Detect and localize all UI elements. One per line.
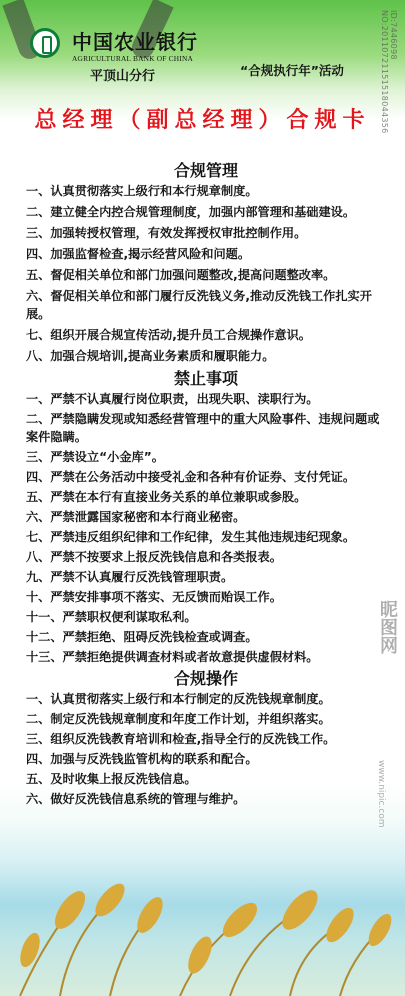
list-item: 一、严禁不认真履行岗位职责，出现失职、渎职行为。 bbox=[26, 392, 319, 406]
list-item: 十、严禁安排事项不落实、无反馈而贻误工作。 bbox=[26, 590, 282, 604]
page-title: 总经理（副总经理）合规卡 bbox=[34, 107, 371, 133]
brand-watermark: 昵图网 bbox=[377, 600, 398, 654]
list-item: 一、认真贯彻落实上级行和本行规章制度。 bbox=[26, 184, 258, 198]
header bbox=[0, 0, 405, 92]
section-heading: 禁止事项 bbox=[173, 369, 238, 388]
list-item: 三、加强转授权管理，有效发挥授权审批控制作用。 bbox=[26, 226, 307, 240]
url-watermark: www.nipic.com bbox=[376, 760, 386, 828]
bank-name-en: AGRICULTURAL BANK OF CHINA bbox=[72, 54, 194, 63]
wheat-field-decoration bbox=[0, 880, 405, 996]
list-item: 三、严禁设立“小金库”。 bbox=[26, 450, 164, 464]
list-item: 六、严禁泄露国家秘密和本行商业秘密。 bbox=[26, 510, 246, 524]
list-item: 六、督促相关单位和部门履行反洗钱义务,推动反洗钱工作扎实开展。 bbox=[26, 289, 372, 321]
section-compliance-operations bbox=[26, 668, 386, 808]
list-item: 一、认真贯彻落实上级行和本行制定的反洗钱规章制度。 bbox=[26, 692, 331, 706]
list-item: 四、加强与反洗钱监管机构的联系和配合。 bbox=[26, 752, 258, 766]
list-item: 七、组织开展合规宣传活动,提升员工合规操作意识。 bbox=[26, 328, 311, 342]
abc-logo-icon bbox=[30, 28, 60, 58]
campaign-label: “合规执行年”活动 bbox=[240, 63, 344, 78]
list-item: 二、严禁隐瞒发现或知悉经营管理中的重大风险事件、违规问题或案件隐瞒。 bbox=[26, 412, 380, 444]
branch-name: 平顶山分行 bbox=[90, 69, 156, 84]
list-item: 二、建立健全内控合规管理制度，加强内部管理和基础建设。 bbox=[26, 205, 356, 219]
list-item: 四、加强监督检查,揭示经营风险和问题。 bbox=[26, 247, 251, 261]
section-prohibited-items bbox=[26, 368, 386, 666]
content bbox=[26, 160, 386, 810]
list-item: 七、严禁违反组织纪律和工作纪律，发生其他违规违纪现象。 bbox=[26, 530, 356, 544]
list-item: 十二、严禁拒绝、阻碍反洗钱检查或调查。 bbox=[26, 630, 258, 644]
list-item: 六、做好反洗钱信息系统的管理与维护。 bbox=[26, 792, 246, 806]
list-item: 四、严禁在公务活动中接受礼金和各种有价证券、支付凭证。 bbox=[26, 470, 356, 484]
image-id-watermark: ID:7446098 NO:20110721151518044356 bbox=[380, 10, 398, 134]
list-item: 五、督促相关单位和部门加强问题整改,提高问题整改率。 bbox=[26, 268, 336, 282]
list-item: 九、严禁不认真履行反洗钱管理职责。 bbox=[26, 570, 234, 584]
list-item: 三、组织反洗钱教育培训和检查,指导全行的反洗钱工作。 bbox=[26, 732, 336, 746]
section-compliance-management bbox=[26, 160, 386, 365]
list-item: 五、严禁在本行有直接业务关系的单位兼职或参股。 bbox=[26, 490, 307, 504]
list-item: 八、严禁不按要求上报反洗钱信息和各类报表。 bbox=[26, 550, 282, 564]
list-item: 十一、严禁职权便利谋取私利。 bbox=[26, 610, 197, 624]
list-item: 五、及时收集上报反洗钱信息。 bbox=[26, 772, 197, 786]
bank-name-cn: 中国农业银行 bbox=[72, 30, 198, 54]
list-item: 八、加强合规培训,提高业务素质和履职能力。 bbox=[26, 349, 275, 363]
list-item: 二、制定反洗钱规章制度和年度工作计划，并组织落实。 bbox=[26, 712, 331, 726]
section-heading: 合规操作 bbox=[173, 669, 238, 688]
section-heading: 合规管理 bbox=[173, 161, 238, 180]
list-item: 十三、严禁拒绝提供调查材料或者故意提供虚假材料。 bbox=[26, 650, 319, 664]
